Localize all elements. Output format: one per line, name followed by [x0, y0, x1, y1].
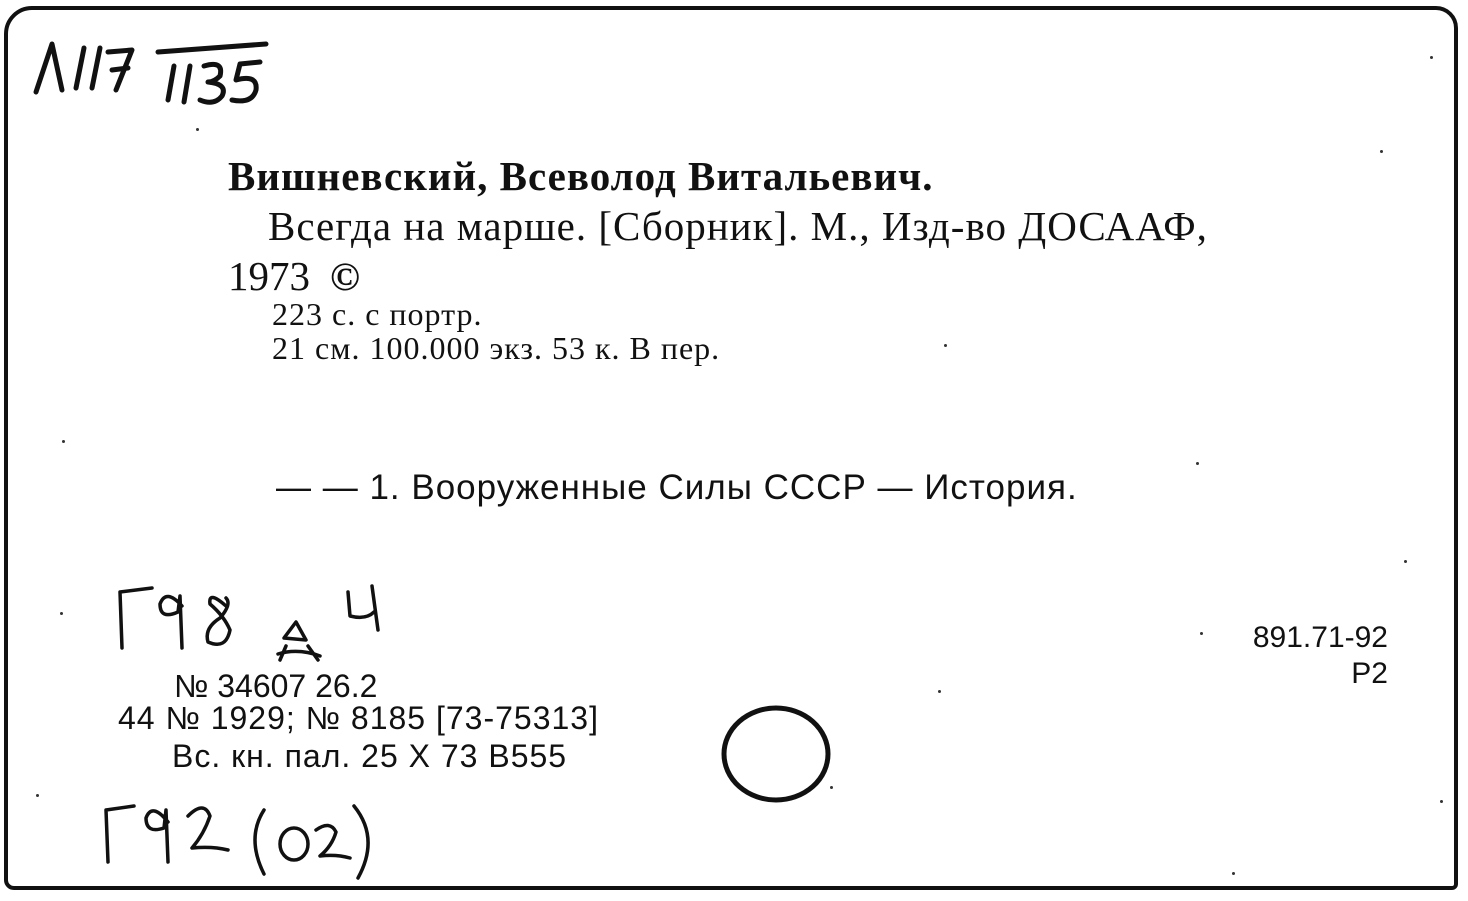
- registration-line-3: Вс. кн. пал. 25 X 73 В555: [172, 738, 568, 774]
- author-heading: Вишневский, Всеволод Витальевич.: [228, 153, 934, 199]
- classification-line-2: Р2: [1351, 657, 1388, 690]
- speck: [60, 612, 63, 615]
- speck: [1380, 150, 1383, 153]
- handwritten-shelfmark-top: [28, 30, 278, 110]
- title-imprint: Всегда на марше. [Сборник]. М., Изд-во ДОСААФ,: [268, 203, 1208, 249]
- registration-line-1: № 34607 26.2: [174, 668, 378, 704]
- speck: [830, 786, 833, 789]
- speck: [1430, 56, 1433, 59]
- publication-year: 1973: [228, 253, 310, 299]
- subject-heading: — — 1. Вооруженные Силы СССР — История.: [276, 468, 1078, 507]
- pagination: 223 с. с портр.: [272, 296, 483, 332]
- speck: [938, 690, 941, 693]
- speck: [944, 344, 947, 347]
- speck: [1232, 872, 1235, 875]
- registration-line-2: 44 № 1929; № 8185 [73-75313]: [118, 700, 599, 736]
- handwritten-classification: [108, 576, 398, 676]
- size-and-price: 21 см. 100.000 экз. 53 к. В пер.: [272, 330, 721, 366]
- circle-stamp: [712, 700, 834, 808]
- handwritten-shelfmark-bottom: [88, 786, 388, 886]
- classification-line-1: 891.71-92: [1252, 621, 1388, 654]
- speck: [1404, 560, 1407, 563]
- speck: [1440, 800, 1443, 803]
- copyright-icon: ©: [330, 254, 360, 299]
- speck: [1200, 632, 1203, 635]
- speck: [62, 440, 65, 443]
- classification-index: [1253, 620, 1388, 692]
- speck: [196, 128, 199, 131]
- speck: [1196, 462, 1199, 465]
- speck: [36, 794, 39, 797]
- publication-year-line: [228, 252, 360, 300]
